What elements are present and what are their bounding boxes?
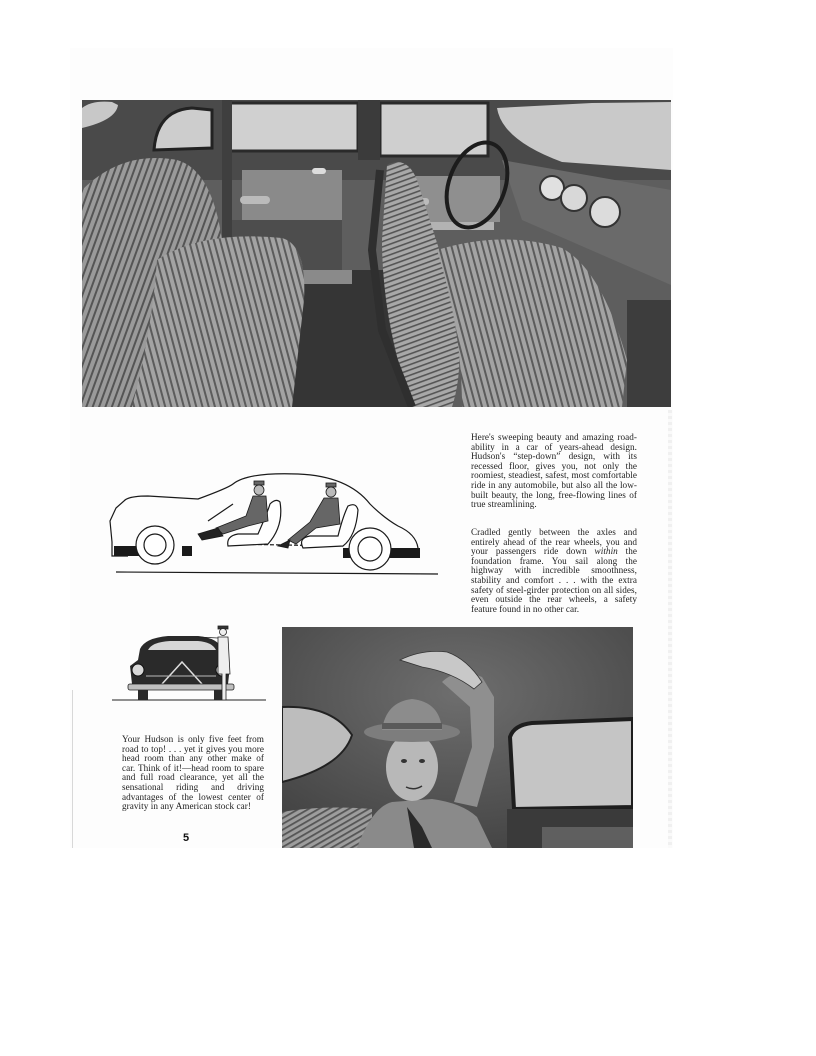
cradled-text-part2: the foundation frame. You sail along the highway with incredible smoothness, stability and comfort . . . with the extra safety of steel-girder protection on all sides, even outside the rear wheels, a safety feature found in no other car.: [471, 546, 637, 614]
headroom-paragraph: Your Hudson is only five feet from road to top! . . . yet it gives you more head room than any other make of car. Think of it!—head room to spare and full road clearance, yet all the sensational riding and driving advantages of the lowest center of gravity in any American stock car!: [122, 734, 264, 812]
cradled-text-part1: Cradled gently between the axles and entirely ahead of the rear wheels, you and your passengers ride down: [471, 527, 637, 557]
cradled-emphasis: within: [594, 546, 618, 557]
cradled-paragraph: [471, 528, 637, 614]
interior-photo: [82, 100, 671, 407]
cutaway-diagram: [98, 466, 440, 576]
step-down-paragraph: Here's sweeping beauty and amazing road-ability in a car of years-ahead design. Hudson's “step-down” design, with its recessed floor, gives you, not only the roomiest, steadiest, safest, most comfortable ride in any automobile, but also all the low-built beauty, the long, free-flowing lines of true streamlining.: [471, 432, 637, 510]
scan-edge-right: [668, 410, 672, 848]
front-view-illustration: [110, 624, 270, 704]
scan-edge-left: [72, 690, 73, 848]
headroom-photo: [282, 627, 633, 848]
page-number: 5: [183, 832, 190, 844]
